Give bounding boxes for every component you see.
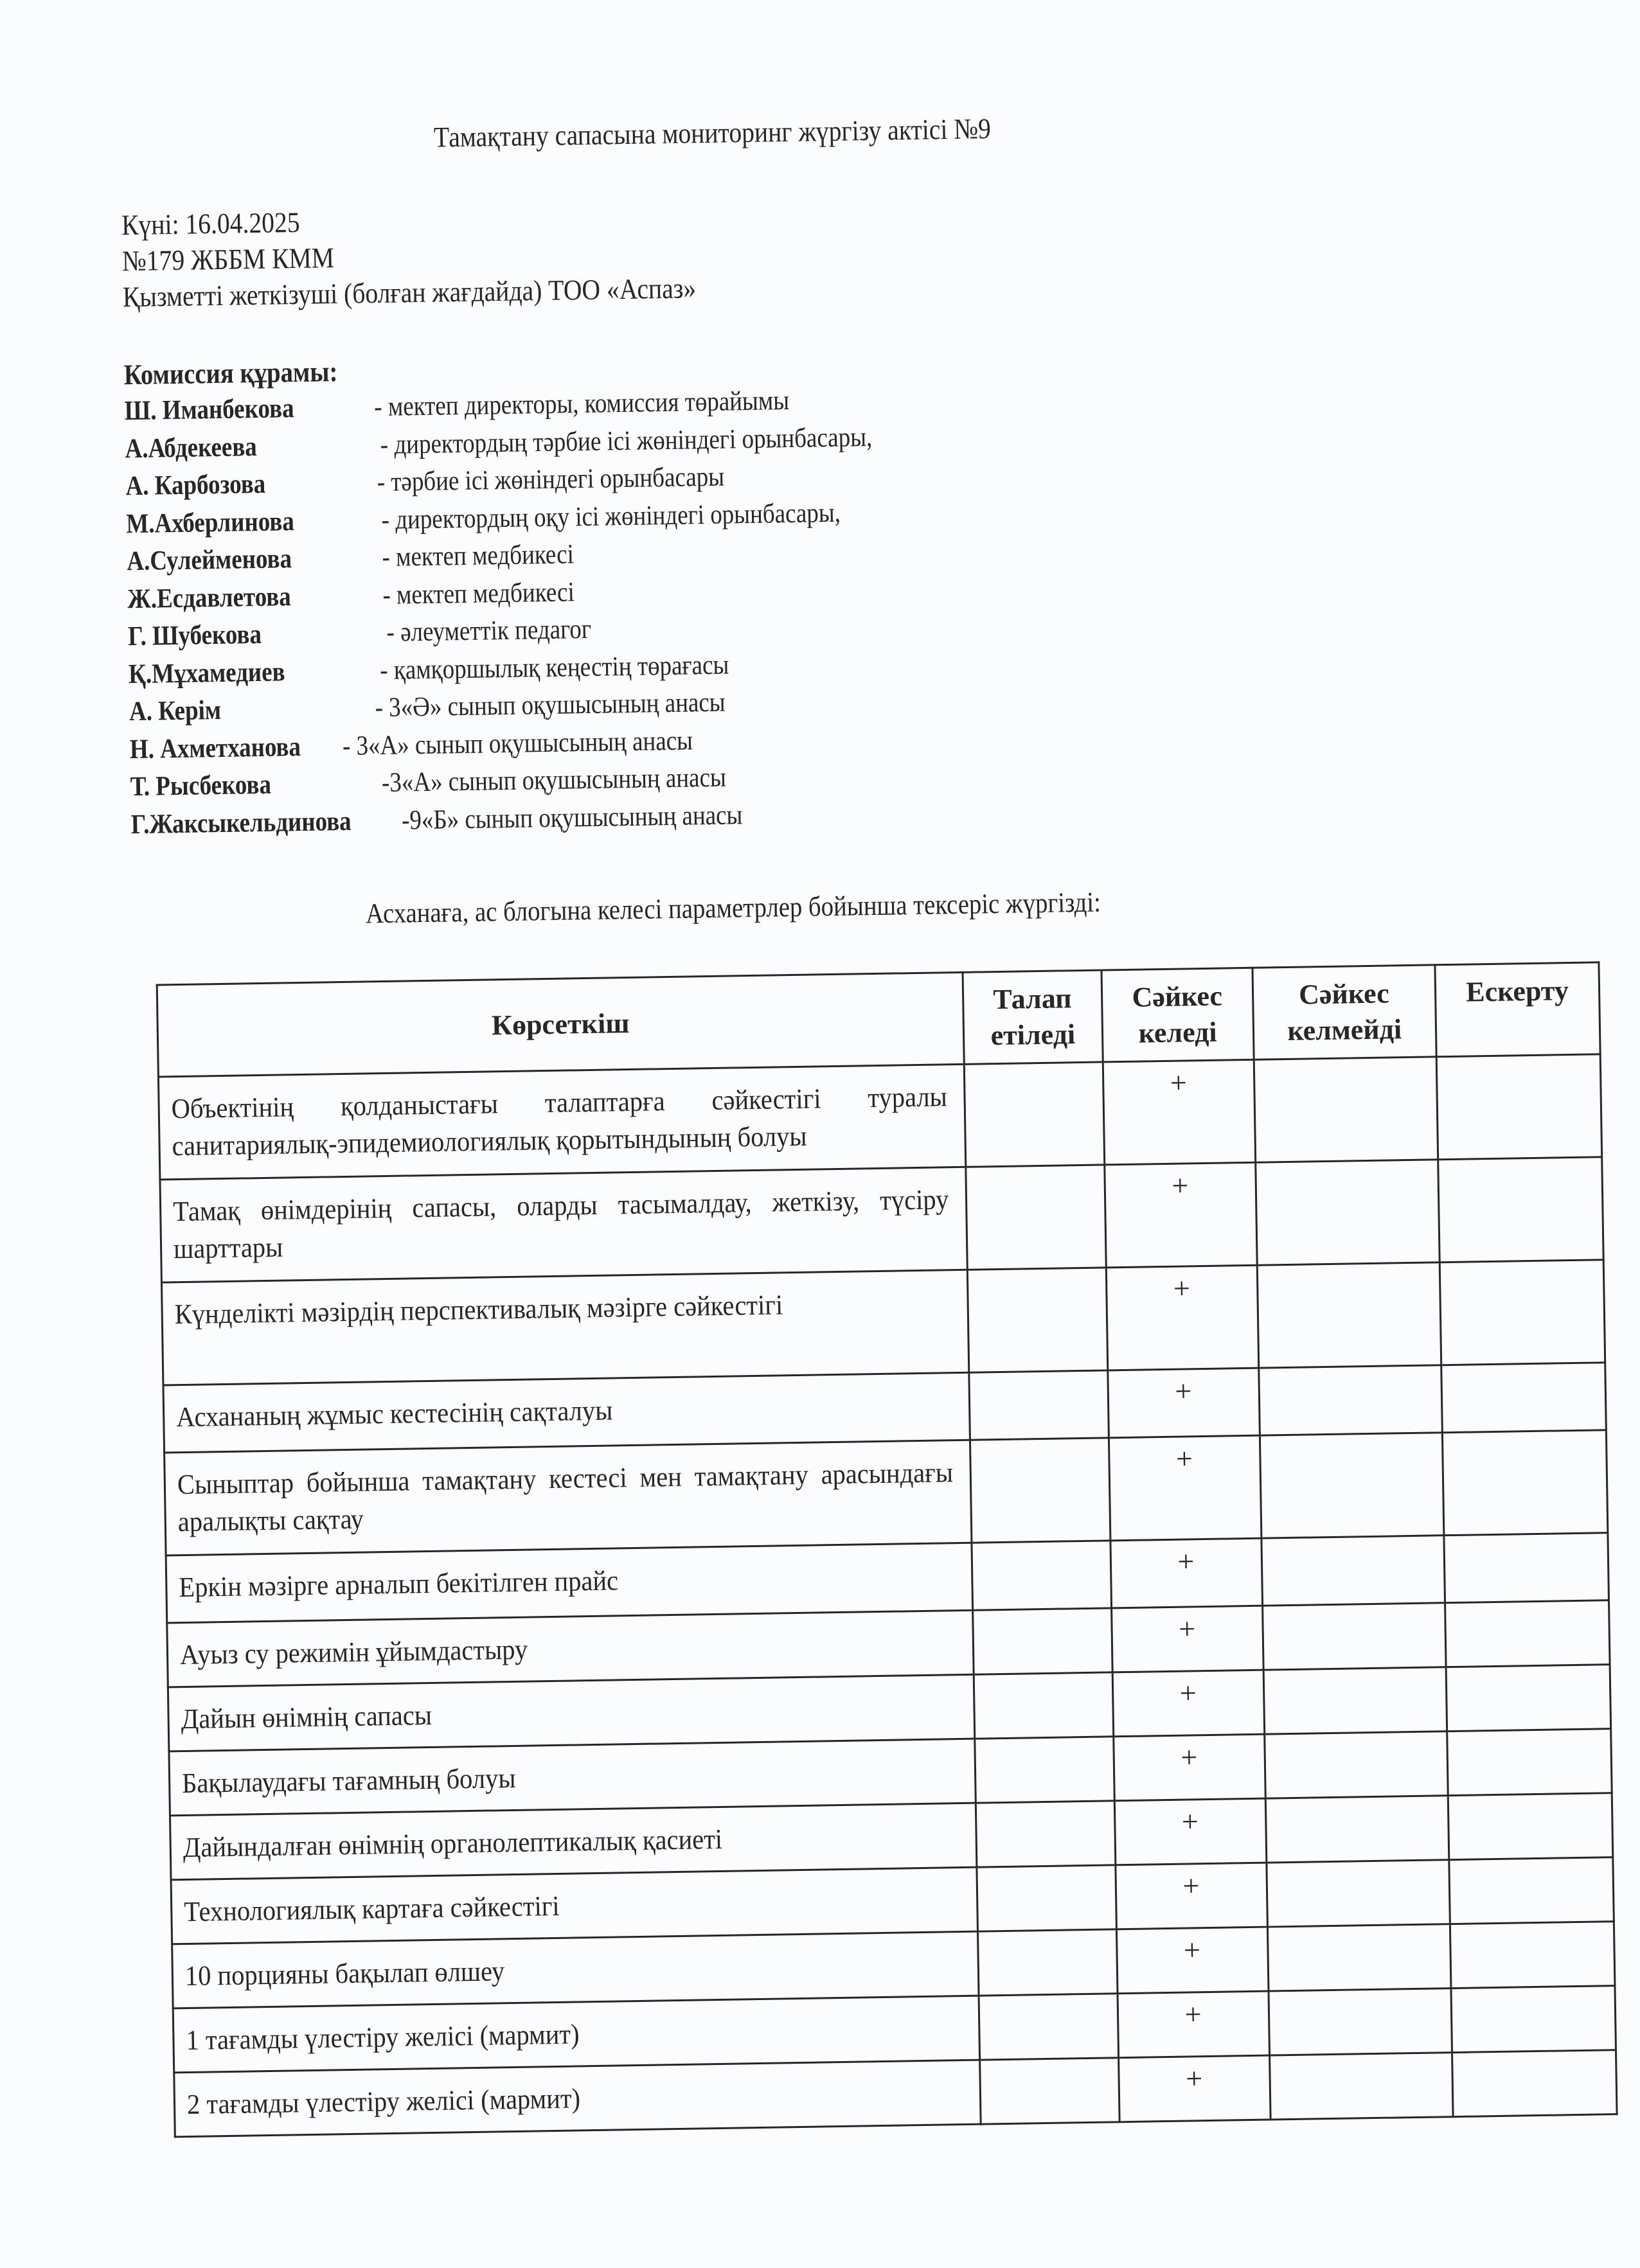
header-indicator: Көрсеткіш: [157, 972, 964, 1077]
note-cell: [1450, 1922, 1615, 1989]
note-cell: [1449, 1857, 1614, 1924]
compliant-cell: [1115, 1863, 1267, 1929]
member-role: - 3«А» сынып оқушысының анасы: [342, 725, 693, 761]
header-compliant: Сәйкес келеді: [1101, 968, 1254, 1062]
compliant-cell: [1107, 1368, 1260, 1438]
required-cell: [979, 1994, 1118, 2060]
inspection-table: [156, 961, 1618, 2138]
compliant-mark: +: [1181, 1805, 1199, 1838]
compliant-cell: [1103, 1059, 1255, 1165]
header-non-compliant: Сәйкес келмейді: [1252, 965, 1437, 1059]
note-cell: [1445, 1600, 1610, 1667]
indicator-cell: [172, 1931, 979, 2008]
indicator-cell: [167, 1610, 974, 1687]
note-cell: [1438, 1157, 1604, 1262]
non-compliant-cell: [1269, 2053, 1453, 2120]
indicator-text: Сыныптар бойынша тамақтану кестесі мен тамақтану арасындағы аралықты сақтау: [177, 1457, 954, 1538]
required-cell: [970, 1438, 1110, 1543]
indicator-cell: [161, 1270, 968, 1385]
non-compliant-cell: [1260, 1433, 1444, 1538]
compliant-mark: +: [1174, 1374, 1192, 1408]
required-cell: [977, 1865, 1116, 1931]
compliant-mark: +: [1183, 1933, 1201, 1967]
member-name: А. Карбозова: [125, 468, 266, 502]
member-name: М.Ахберлинова: [126, 506, 295, 539]
indicator-cell: [166, 1543, 972, 1623]
member-role: -3«А» сынып оқушысының анасы: [381, 762, 727, 799]
member-name: Г. Шубекова: [127, 619, 262, 652]
compliant-cell: [1113, 1734, 1265, 1801]
compliant-cell: [1112, 1670, 1265, 1737]
indicator-cell: [158, 1064, 965, 1180]
indicator-text: Ауыз су режимін ұйымдастыру: [179, 1633, 528, 1671]
member-role: - тәрбие ісі жөніндегі орынбасары: [377, 461, 725, 498]
note-cell: [1439, 1260, 1605, 1365]
member-name: Т. Рысбекова: [130, 769, 272, 802]
indicator-text: 2 тағамды үлестіру желісі (мармит): [186, 2082, 581, 2121]
indicator-text: 10 порцияны бақылап өлшеу: [184, 1955, 505, 1992]
compliant-cell: [1106, 1265, 1258, 1370]
compliant-mark: +: [1179, 1676, 1197, 1710]
required-cell: [964, 1062, 1104, 1167]
non-compliant-cell: [1257, 1262, 1441, 1368]
indicator-text: Еркін мәзірге арналып бекітілген прайс: [179, 1564, 619, 1604]
non-compliant-cell: [1254, 1057, 1438, 1162]
non-compliant-cell: [1264, 1732, 1448, 1798]
member-name: Н. Ахметханова: [129, 731, 301, 765]
note-cell: [1448, 1793, 1613, 1860]
compliant-mark: +: [1178, 1612, 1196, 1645]
indicator-text: Объектінің қолданыстағы талаптарға сәйкестігі туралы санитариялық-эпидемиологиялық қорытындының болуы: [171, 1081, 948, 1162]
member-name: Г.Жаксыкельдинова: [130, 806, 352, 840]
inspection-intro: Асханаға, ас блогына келесі параметрлер бойынша тексеріс жүргізді:: [365, 886, 1101, 930]
commission-heading: Комиссия құрамы:: [123, 355, 338, 391]
indicator-cell: [160, 1167, 967, 1282]
non-compliant-cell: [1265, 1796, 1449, 1863]
compliant-cell: [1118, 2055, 1270, 2122]
note-cell: [1442, 1430, 1608, 1536]
compliant-mark: +: [1171, 1169, 1189, 1202]
indicator-text: Тамақ өнімдерінің сапасы, оларды тасымалдау, жеткізу, түсіру шарттары: [172, 1183, 949, 1265]
header-required: Талап етіледі: [963, 970, 1103, 1064]
required-cell: [975, 1737, 1114, 1803]
non-compliant-cell: [1267, 1924, 1451, 1991]
compliant-mark: +: [1180, 1741, 1198, 1774]
note-cell: [1444, 1533, 1609, 1603]
compliant-cell: [1104, 1162, 1256, 1268]
indicator-text: Технологиялық картаға сәйкестігі: [183, 1890, 560, 1928]
note-cell: [1441, 1363, 1607, 1433]
compliant-mark: +: [1185, 2062, 1203, 2095]
document-meta: [121, 198, 697, 315]
compliant-mark: +: [1184, 1998, 1202, 2031]
indicator-cell: [163, 1372, 970, 1453]
note-cell: [1436, 1054, 1602, 1160]
member-role: - директордың тәрбие ісі жөніндегі орынбасары,: [380, 421, 873, 460]
indicator-text: Асхананың жұмыс кестесінің сақталуы: [175, 1394, 613, 1433]
compliant-cell: [1118, 1991, 1270, 2058]
compliant-mark: +: [1173, 1271, 1191, 1305]
note-cell: [1451, 1986, 1616, 2053]
required-cell: [977, 1929, 1117, 1996]
required-cell: [972, 1541, 1111, 1610]
non-compliant-cell: [1266, 1860, 1450, 1927]
member-name: А.Сулейменова: [126, 544, 292, 577]
non-compliant-cell: [1261, 1536, 1445, 1606]
supplier-line: Қызметті жеткізуші (болған жағдайда) ТОО «Аспаз»: [122, 272, 697, 314]
compliant-mark: +: [1177, 1545, 1195, 1578]
member-name: Ж.Есдавлетова: [127, 581, 292, 614]
required-cell: [969, 1370, 1109, 1440]
organization-line: №179 ЖББМ КММ: [121, 242, 335, 278]
indicator-text: Дайын өнімнің сапасы: [181, 1699, 432, 1735]
member-role: -9«Б» сынып оқушысының анасы: [401, 799, 743, 836]
note-cell: [1446, 1665, 1611, 1732]
member-role: - директордың оқу ісі жөніндегі орынбасары,: [381, 497, 841, 535]
indicator-text: 1 тағамды үлестіру желісі (мармит): [186, 2018, 580, 2057]
member-role: - мектеп медбикесі: [382, 539, 575, 572]
compliant-cell: [1110, 1538, 1263, 1608]
indicator-cell: [168, 1674, 974, 1751]
date-line: Күні: 16.04.2025: [121, 206, 300, 242]
note-cell: [1452, 2050, 1617, 2117]
indicator-cell: [174, 2060, 981, 2137]
required-cell: [966, 1165, 1106, 1270]
required-cell: [967, 1268, 1107, 1372]
commission-section: [123, 346, 878, 846]
indicator-text: Дайындалған өнімнің органолептикалық қасиеті: [183, 1823, 723, 1864]
indicator-text: Бақылаудағы тағамның болуы: [181, 1762, 516, 1800]
non-compliant-cell: [1263, 1667, 1447, 1734]
required-cell: [973, 1608, 1112, 1674]
non-compliant-cell: [1262, 1603, 1446, 1670]
note-cell: [1447, 1729, 1612, 1796]
indicator-cell: [165, 1440, 972, 1555]
member-role: - әлеуметтік педагог: [386, 614, 592, 648]
compliant-mark: +: [1170, 1066, 1188, 1099]
required-cell: [980, 2058, 1119, 2124]
document-title: Тамақтану сапасына мониторинг жүргізу актісі №9: [433, 112, 992, 154]
required-cell: [974, 1672, 1113, 1739]
non-compliant-cell: [1255, 1160, 1439, 1265]
indicator-cell: [169, 1739, 976, 1816]
member-role: - қамқоршылық кеңестің төрағасы: [379, 650, 729, 686]
compliant-cell: [1114, 1798, 1267, 1865]
header-note: Ескерту: [1435, 962, 1600, 1057]
compliant-mark: +: [1175, 1442, 1193, 1475]
indicator-cell: [170, 1803, 976, 1880]
member-name: Қ.Мұхамедиев: [128, 656, 285, 689]
compliant-mark: +: [1182, 1869, 1200, 1902]
compliant-cell: [1109, 1435, 1261, 1541]
member-role: - мектеп медбикесі: [382, 576, 575, 610]
required-cell: [976, 1801, 1115, 1867]
non-compliant-cell: [1269, 1989, 1452, 2055]
indicator-text: Күнделікті мәзірдің перспективалық мәзірге сәйкестігі: [174, 1289, 783, 1331]
member-role: - 3«Ә» сынып оқушысының анасы: [375, 687, 726, 723]
compliant-cell: [1116, 1927, 1269, 1994]
indicator-cell: [173, 1996, 979, 2073]
member-name: А.Абдекеева: [125, 431, 258, 464]
compliant-cell: [1111, 1606, 1263, 1672]
non-compliant-cell: [1258, 1365, 1442, 1435]
indicator-cell: [171, 1867, 977, 1944]
member-name: А. Керім: [129, 695, 222, 727]
member-name: Ш. Иманбекова: [124, 393, 294, 427]
member-role: - мектеп директоры, комиссия төрайымы: [373, 385, 790, 423]
